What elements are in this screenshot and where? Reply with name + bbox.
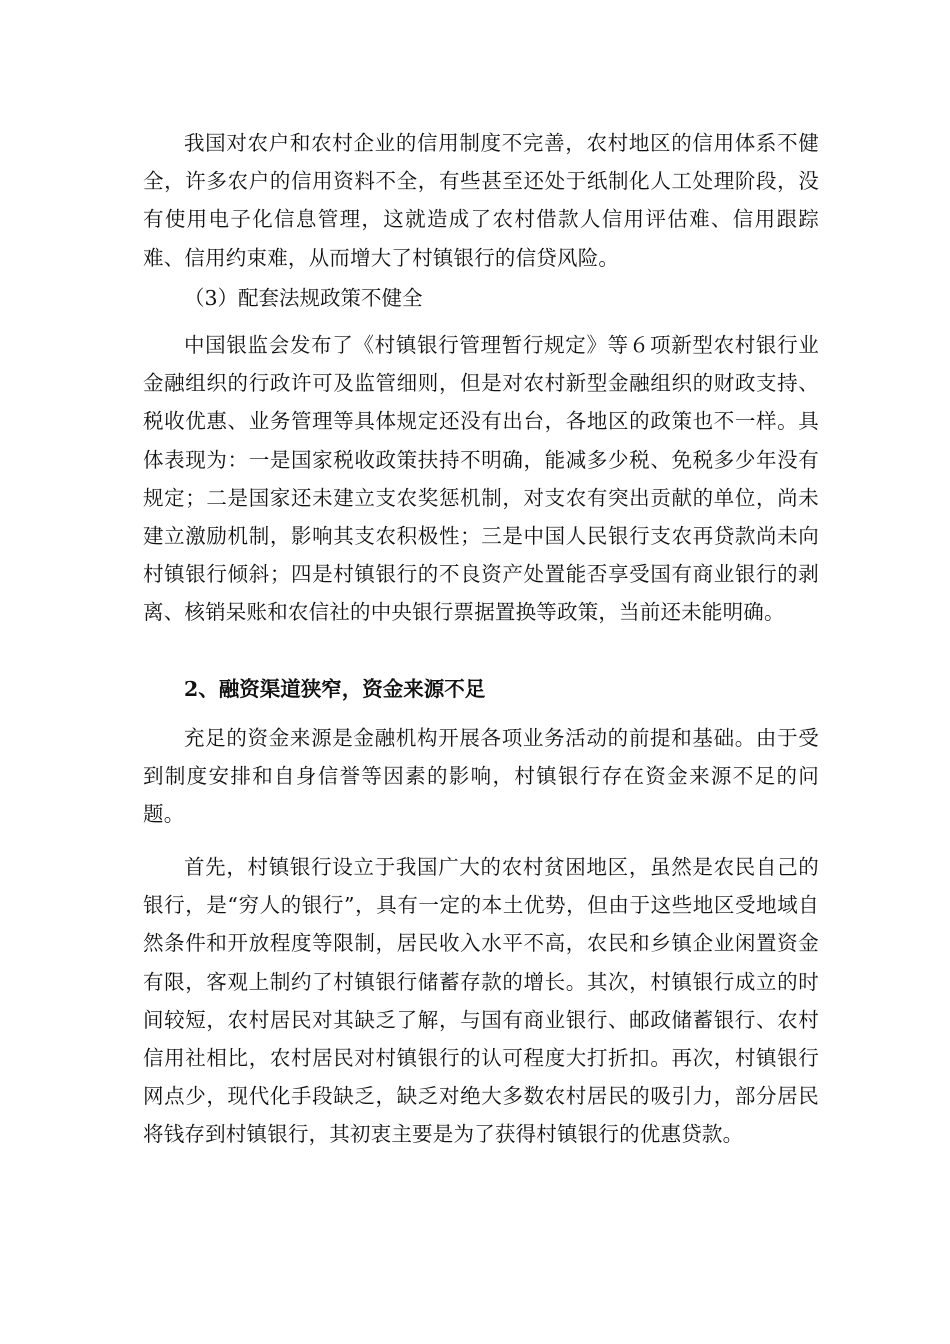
section-heading-financing: 2、融资渠道狭窄，资金来源不足 xyxy=(184,677,486,701)
paragraph-funding-intro: 充足的资金来源是金融机构开展各项业务活动的前提和基础。由于受到制度安排和自身信誉等因素的影响，村镇银行存在资金来源不足的问题。 xyxy=(143,726,819,827)
paragraph-credit-system: 我国对农户和农村企业的信用制度不完善，农村地区的信用体系不健全，许多农户的信用资料不全，有些甚至还处于纸制化人工处理阶段，没有使用电子化信息管理，这就造成了农村借款人信用评估难、信用跟踪难、信用约束难，从而增大了村镇银行的信贷风险。 xyxy=(143,131,819,270)
sub-heading-regulations: （3）配套法规政策不健全 xyxy=(184,286,423,310)
paragraph-regulations: 中国银监会发布了《村镇银行管理暂行规定》等６项新型农村银行业金融组织的行政许可及监管细则，但是对农村新型金融组织的财政支持、税收优惠、业务管理等具体规定还没有出台，各地区的政策也不一样。具体表现为：一是国家税收政策扶持不明确，能减多少税、免税多少年没有规定；二是国家还未建立支农奖惩机制，对支农有突出贡献的单位，尚未建立激励机制，影响其支农积极性；三是中国人民银行支农再贷款尚未向村镇银行倾斜；四是村镇银行的不良资产处置能否享受国有商业银行的剥离、核销呆账和农信社的中央银行票据置换等政策，当前还未能明确。 xyxy=(143,333,819,625)
paragraph-funding-details: 首先，村镇银行设立于我国广大的农村贫困地区，虽然是农民自己的银行，是“穷人的银行”，具有一定的本土优势，但由于这些地区受地域自然条件和开放程度等限制，居民收入水平不高，农民和乡镇企业闲置资金有限，客观上制约了村镇银行储蓄存款的增长。其次，村镇银行成立的时间较短，农村居民对其缺乏了解，与国有商业银行、邮政储蓄银行、农村信用社相比，农村居民对村镇银行的认可程度大打折扣。再次，村镇银行网点少，现代化手段缺乏，缺乏对绝大多数农村居民的吸引力，部分居民将钱存到村镇银行，其初衷主要是为了获得村镇银行的优惠贷款。 xyxy=(143,855,819,1147)
